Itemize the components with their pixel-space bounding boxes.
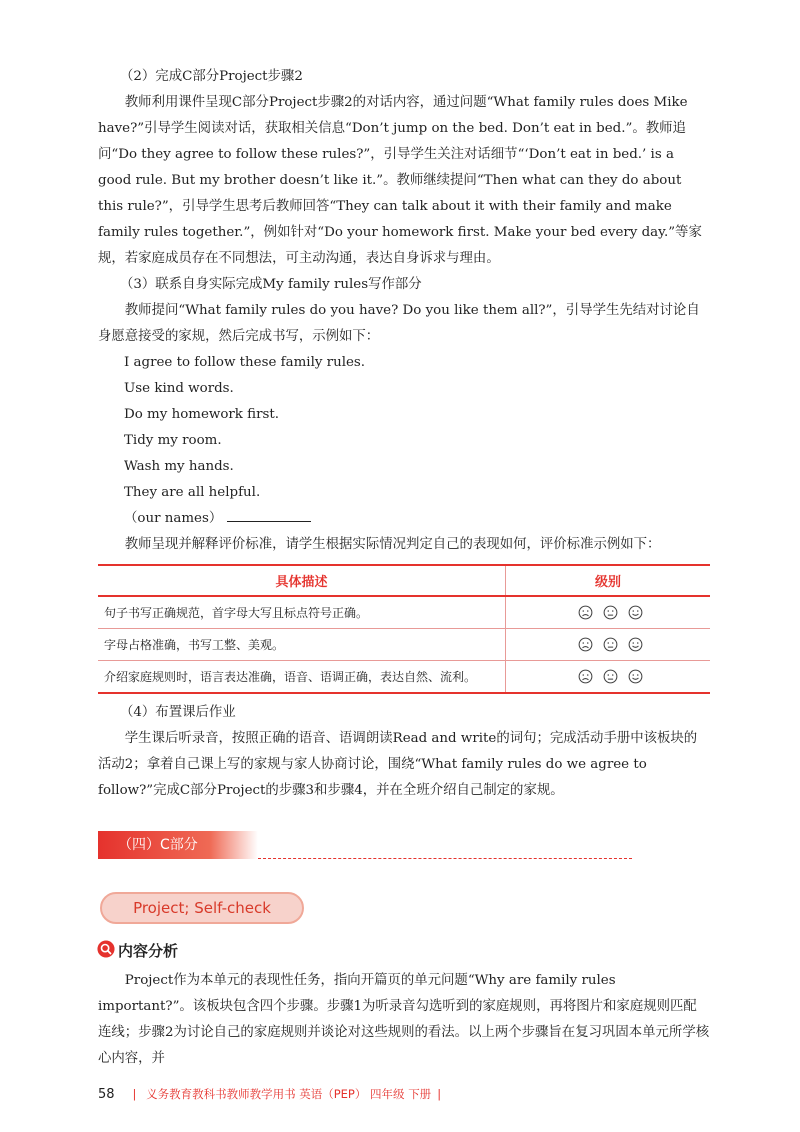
footer-separator: | xyxy=(437,1087,442,1101)
sad-face-icon xyxy=(578,605,593,620)
sad-face-icon xyxy=(578,637,593,652)
neutral-face-icon xyxy=(603,637,618,652)
step3-paragraph: 教师提问“What family rules do you have? Do you like them all?”，引导学生先结对讨论自身愿意接受的家规，然后完成书写，示例如下： xyxy=(98,303,700,344)
homework-heading: （4）布置课后作业 xyxy=(120,705,236,720)
example-line: I agree to follow these family rules. xyxy=(124,355,366,370)
happy-face-icon xyxy=(628,605,643,620)
page-footer xyxy=(98,1086,447,1102)
step2-paragraph: 教师利用课件呈现C部分Project步骤2的对话内容，通过问题“What family rules does Mike have?”引导学生阅读对话，获取相关信息“Don’t jump on the bed. Don’t eat in bed.”。教师追问“Do they agree to follow these rules?”，引导学生关注对话细节“‘Don’t eat in bed.’ is a good rule. But my brother doesn’t like it.”。教师继续提问“Then what can they do about this rule?”，引导学生思考后教师回答“They can talk about it with their family and make family rules together.”，例如针对“Do your homework first. Make your bed every day.”等家规，若家庭成员存在不同想法，可主动沟通，表达自身诉求与理由。 xyxy=(98,95,702,266)
rubric-desc-cell: 字母占格准确，书写工整、美观。 xyxy=(98,629,506,661)
footer-subject: 英语（PEP） xyxy=(299,1087,367,1101)
homework-paragraph: 学生课后听录音，按照正确的语音、语调朗读Read and write的词句；完成活动手册中该板块的活动2；拿着自己课上写的家规与家人协商讨论，围绕“What family rules do we agree to follow?”完成C部分Project的步骤3和步骤4，并在全班介绍自己制定的家规。 xyxy=(98,731,698,798)
footer-book: 义务教育教科书教师教学用书 xyxy=(146,1087,296,1101)
rubric-header-desc: 具体描述 xyxy=(98,565,506,596)
rubric-header-level: 级别 xyxy=(506,565,711,596)
neutral-face-icon xyxy=(603,669,618,684)
step3-heading: （3）联系自身实际完成My family rules写作部分 xyxy=(120,277,422,292)
happy-face-icon xyxy=(628,669,643,684)
footer-grade: 四年级 xyxy=(370,1087,405,1101)
table-row xyxy=(98,629,710,661)
signature-blank xyxy=(227,507,311,522)
main-content xyxy=(98,64,710,804)
example-line: They are all helpful. xyxy=(124,485,261,500)
analysis-title: 内容分析 xyxy=(118,942,179,960)
footer-volume: 下册 xyxy=(408,1087,432,1101)
example-line: Use kind words. xyxy=(124,381,234,396)
table-row xyxy=(98,596,710,629)
rubric-desc-cell: 句子书写正确规范，首字母大写且标点符号正确。 xyxy=(98,596,506,629)
example-line: Tidy my room. xyxy=(124,433,222,448)
rubric-desc-cell: 介绍家庭规则时，语言表达准确，语音、语调正确，表达自然、流利。 xyxy=(98,661,506,694)
rubric-level-cell xyxy=(506,661,711,694)
signature-label: （our names） xyxy=(124,511,223,526)
sad-face-icon xyxy=(578,669,593,684)
happy-face-icon xyxy=(628,637,643,652)
table-row xyxy=(98,661,710,694)
rubric-level-cell xyxy=(506,629,711,661)
example-block xyxy=(98,350,710,532)
signature-line xyxy=(98,506,710,532)
example-line: Do my homework first. xyxy=(124,407,280,422)
section-divider xyxy=(258,858,632,859)
rubric-header-row xyxy=(98,565,710,596)
project-selfcheck-pill: Project; Self-check xyxy=(100,892,304,924)
rubric-table xyxy=(98,564,710,694)
rubric-level-cell xyxy=(506,596,711,629)
neutral-face-icon xyxy=(603,605,618,620)
section-banner: （四）C部分 xyxy=(98,831,258,859)
rubric-intro: 教师呈现并解释评价标准，请学生根据实际情况判定自己的表现如何，评价标准示例如下： xyxy=(124,537,661,552)
example-line: Wash my hands. xyxy=(124,459,234,474)
analysis-block xyxy=(98,968,710,1072)
footer-separator: | xyxy=(132,1087,137,1101)
step2-heading: （2）完成C部分Project步骤2 xyxy=(120,69,303,84)
page-number: 58 xyxy=(98,1087,115,1102)
analysis-paragraph: Project作为本单元的表现性任务，指向开篇页的单元问题“Why are family rules important?”。该板块包含四个步骤。步骤1为听录音勾选听到的家庭规则，再将图片和家庭规则匹配连线；步骤2为讨论自己的家庭规则并谈论对这些规则的看法。以上两个步骤旨在复习巩固本单元所学核心内容，并 xyxy=(98,973,710,1066)
magnifier-icon xyxy=(97,940,115,958)
